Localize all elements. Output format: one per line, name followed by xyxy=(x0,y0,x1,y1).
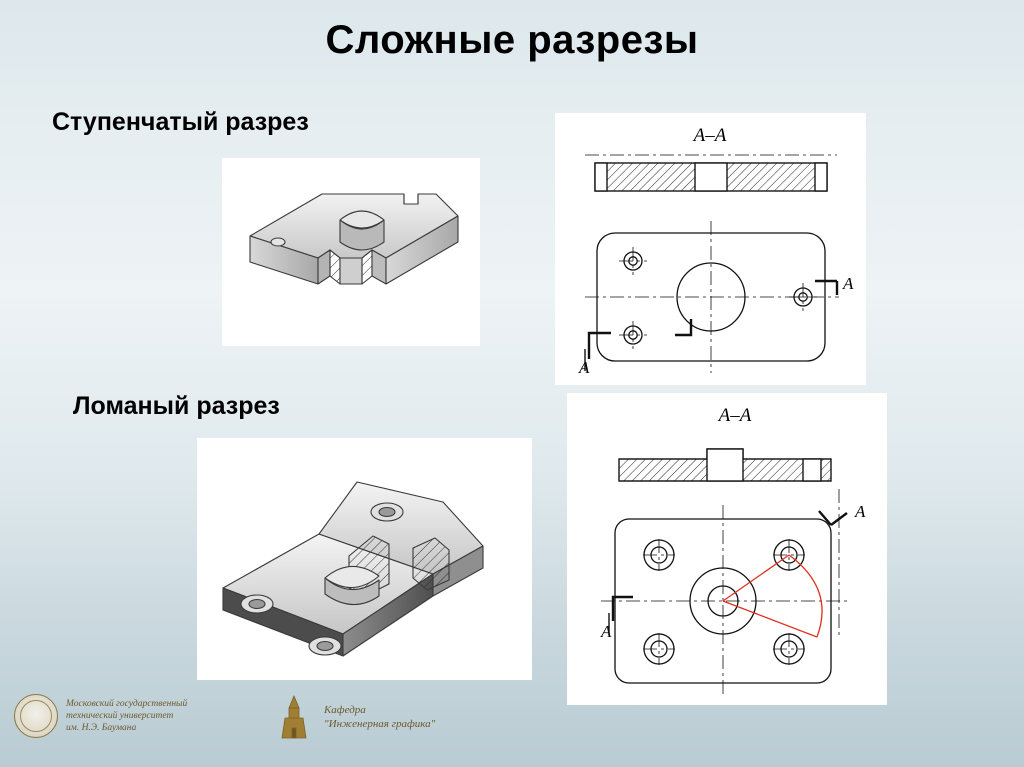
university-logo xyxy=(14,694,187,738)
figure-broken-section-3d xyxy=(197,438,532,680)
figure-broken-section-drawing xyxy=(567,393,887,705)
department-name xyxy=(324,703,435,731)
svg-text:A: A xyxy=(855,502,866,521)
figure-stepped-section-3d xyxy=(222,158,480,346)
tower-icon xyxy=(272,694,316,740)
section-label-broken: Ломаный разрез xyxy=(73,392,280,420)
university-line-1: Московский государственный xyxy=(66,699,188,709)
svg-text:A–A: A–A xyxy=(718,405,752,426)
section-label-stepped: Ступенчатый разрез xyxy=(52,108,309,136)
page-title: Сложные разрезы xyxy=(325,18,699,62)
svg-text:A: A xyxy=(843,274,854,293)
department-line-1: Кафедра xyxy=(324,704,366,716)
svg-text:A–A: A–A xyxy=(693,125,727,146)
svg-text:A: A xyxy=(579,358,590,377)
department-logo xyxy=(272,694,435,740)
university-seal-icon xyxy=(14,694,58,738)
department-line-2: "Инженерная графика" xyxy=(324,718,436,730)
figure-stepped-section-drawing xyxy=(555,113,866,385)
svg-text:A: A xyxy=(601,622,612,641)
university-line-2: технический университет xyxy=(66,711,174,721)
university-name xyxy=(66,698,187,734)
university-line-3: им. Н.Э. Баумана xyxy=(66,723,137,733)
